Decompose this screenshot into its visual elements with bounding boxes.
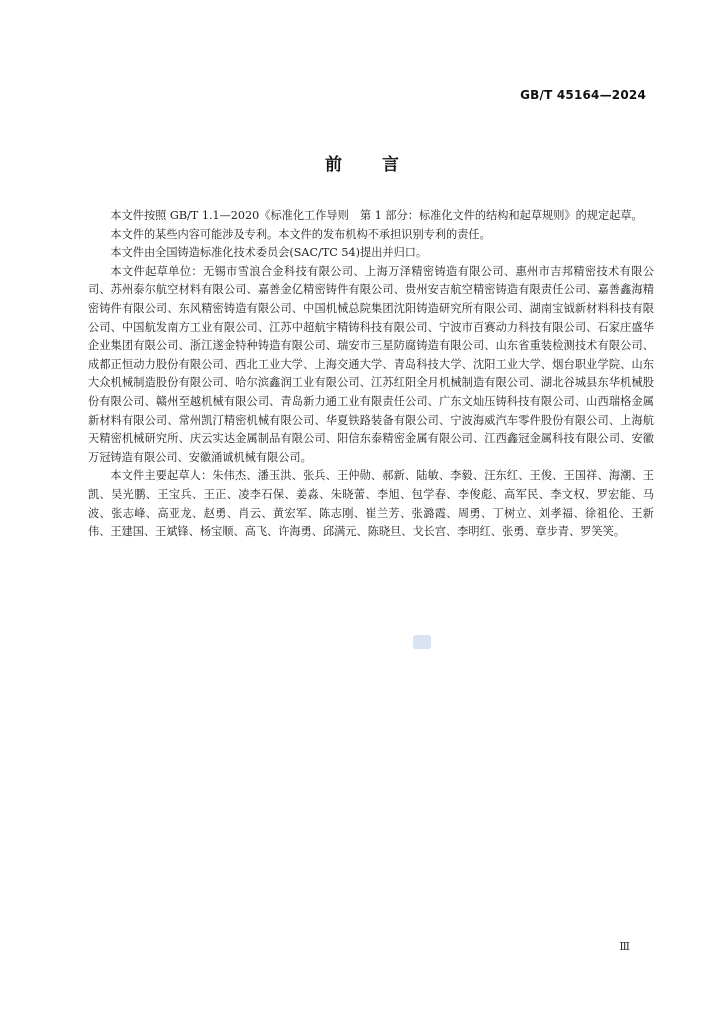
paragraph-drafting-units: 本文件起草单位：无锡市雪浪合金科技有限公司、上海万泽精密铸造有限公司、惠州市吉邦精密技术有限公司、苏州泰尔航空材料有限公司、嘉善金亿精密铸件有限公司、贵州安吉航空精密铸造有限责任公司、嘉善鑫海精密铸件有限公司、东风精密铸造有限公司、中国机械总院集团沈阳铸造研究所有限公司、湖南宝钺新材料科技有限公司、中国航发南方工业有限公司、江苏中超航宇精铸科技有限公司、宁波市百赛动力科技有限公司、石家庄盛华企业集团有限公司、浙江遂金特种铸造有限公司、瑞安市三星防腐铸造有限公司、山东省重装检测技术有限公司、成都正恒动力股份有限公司、西北工业大学、上海交通大学、青岛科技大学、沈阳工业大学、烟台职业学院、山东大众机械制造股份有限公司、哈尔滨鑫润工业有限公司、江苏红阳全月机械制造有限公司、湖北谷城县东华机械股份有限公司、赣州至越机械有限公司、青岛新力通工业有限责任公司、广东文灿压铸科技有限公司、山西瑞格金属新材料有限公司、常州凯汀精密机械有限公司、华夏铁路装备有限公司、宁波海威汽车零件股份有限公司、上海航天精密机械研究所、庆云实达金属制品有限公司、阳信东泰精密金属有限公司、江西鑫冠金属科技有限公司、安徽万冠铸造有限公司、安徽涌诚机械有限公司。: [88, 264, 654, 464]
paragraph-drafting-rules: 本文件按照 GB/T 1.1—2020《标准化工作导则 第 1 部分：标准化文件的结构和起草规则》的规定起草。: [110, 209, 643, 222]
paragraph-committee: 本文件由全国铸造标准化技术委员会(SAC/TC 54)提出并归口。: [110, 246, 428, 260]
watermark-logo: [413, 635, 431, 649]
paragraph-drafters: 本文件主要起草人：朱伟杰、潘玉洪、张兵、王仲勋、郝新、陆敏、李毅、汪东红、王俊、王国祥、海潮、王凯、吴光鹏、王宝兵、王正、凌李石保、姜淼、朱晓蕾、李旭、包学春、李俊彪、高军民、李文权、罗宏能、马波、张志峰、高亚龙、赵勇、肖云、黄宏军、陈志刚、崔兰芳、张潞霞、周勇、丁树立、刘孝福、徐祖伦、王新伟、王建国、王斌锋、杨宝顺、高飞、许海勇、邱满元、陈晓旦、戈长宫、李明红、张勇、章步青、罗笑笑。: [88, 469, 654, 539]
page-number: Ⅲ: [619, 940, 630, 953]
standard-code: GB/T 45164—2024: [520, 88, 646, 102]
page-title: 前言: [325, 155, 439, 175]
paragraph-patent-notice: 本文件的某些内容可能涉及专利。本文件的发布机构不承担识别专利的责任。: [110, 227, 491, 241]
foreword-body: [88, 207, 654, 542]
